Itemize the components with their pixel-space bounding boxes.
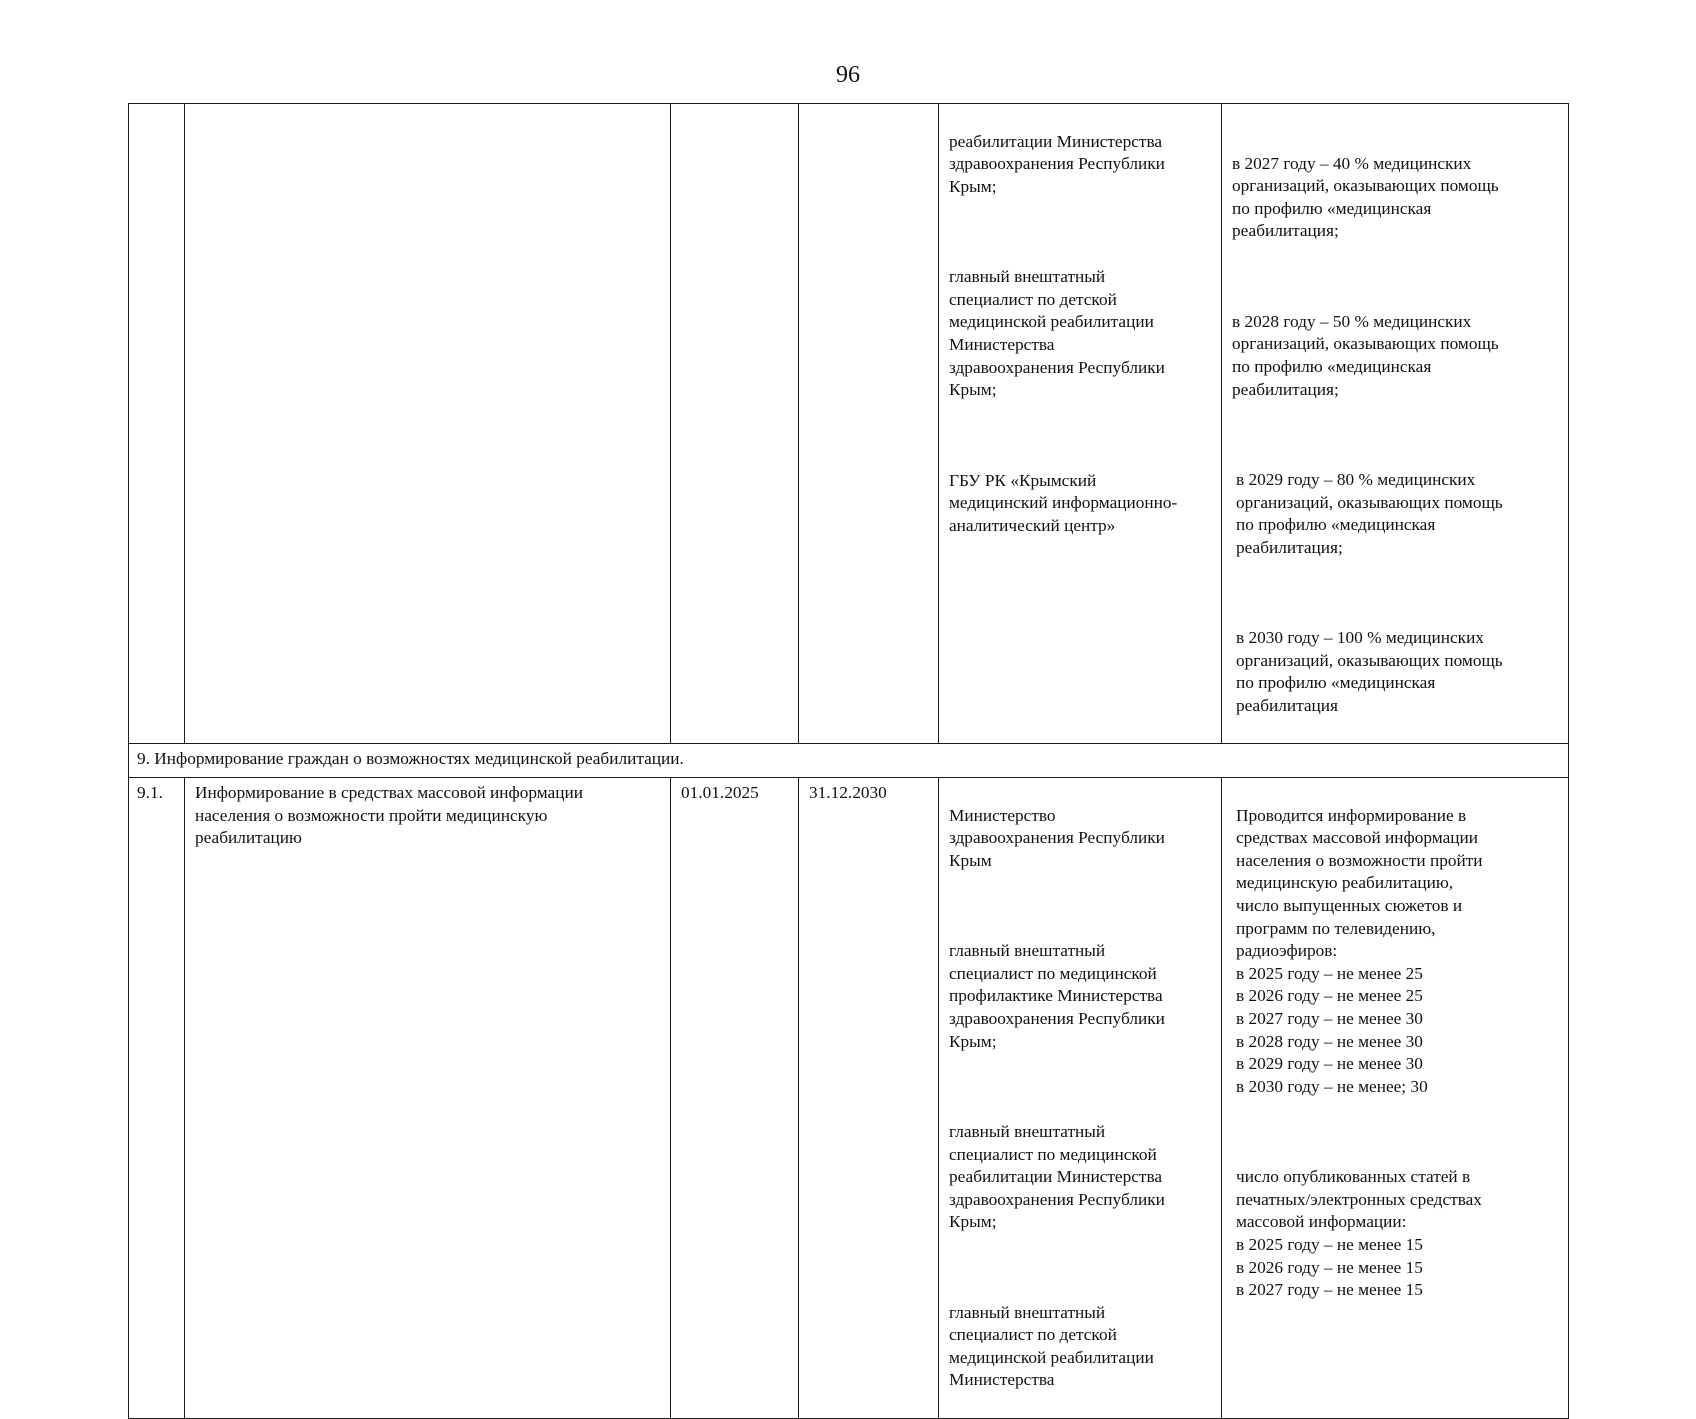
result-text: в 2029 году – 80 % медицинских организаций, оказывающих помощь по профилю «медицинская реабилитация; xyxy=(1236,469,1503,557)
page-number: 96 xyxy=(836,62,860,88)
cell-results xyxy=(1222,778,1569,1419)
cell-start-date-empty xyxy=(671,104,799,744)
cell-number-empty xyxy=(129,104,185,744)
cell-end-date-empty xyxy=(799,104,939,744)
cell-measure-empty xyxy=(185,104,671,744)
cell-responsible xyxy=(939,778,1222,1419)
result-text: Проводится информирование в средствах массовой информации населения о возможности пройти медицинскую реабилитацию, число выпущенных сюжетов и программ по телевидению, радиоэфиров: в 2025 году – не менее 25 в 2026 году – не менее 25 в 2027 году – не менее 30 в 2028 году – не менее 30 в 2029 году – не менее 30 в 2030 году – не менее; 30 xyxy=(1236,805,1483,1096)
cell-end-date: 31.12.2030 xyxy=(799,778,939,1419)
cell-start-date: 01.01.2025 xyxy=(671,778,799,1419)
section-heading: 9. Информирование граждан о возможностях медицинской реабилитации. xyxy=(129,744,1569,778)
result-text: в 2028 году – 50 % медицинских организаций, оказывающих помощь по профилю «медицинская реабилитация; xyxy=(1232,311,1499,399)
result-text: в 2030 году – 100 % медицинских организаций, оказывающих помощь по профилю «медицинская реабилитация xyxy=(1236,628,1503,715)
responsible-text: ГБУ РК «Крымский медицинский информационно- аналитический центр» xyxy=(949,470,1178,535)
table-row-section xyxy=(129,744,1569,778)
table-row-9-1 xyxy=(129,778,1569,1419)
responsible-text: главный внештатный специалист по медицинской реабилитации Министерства здравоохранения Республики Крым; xyxy=(949,1121,1165,1232)
cell-measure: Информирование в средствах массовой информации населения о возможности пройти медицинскую реабилитацию xyxy=(185,778,671,1419)
responsible-text: Министерство здравоохранения Республики Крым xyxy=(949,805,1165,870)
responsible-text: реабилитации Министерства здравоохранения Республики Крым; xyxy=(949,131,1165,196)
responsible-text: главный внештатный специалист по детской медицинской реабилитации Министерства здравоохранения Республики Крым; xyxy=(949,267,1165,400)
measures-table xyxy=(128,103,1569,1419)
responsible-text: главный внештатный специалист по медицинской профилактике Министерства здравоохранения Республики Крым; xyxy=(949,941,1165,1051)
cell-results xyxy=(1222,104,1569,744)
table-row-continuation xyxy=(129,104,1569,744)
cell-responsible xyxy=(939,104,1222,744)
result-text: число опубликованных статей в печатных/электронных средствах массовой информации: в 2025 году – не менее 15 в 2026 году – не менее 15 в 2027 году – не менее 15 xyxy=(1236,1167,1482,1300)
responsible-text: главный внештатный специалист по детской медицинской реабилитации Министерства xyxy=(949,1302,1154,1390)
result-text: в 2027 году – 40 % медицинских организаций, оказывающих помощь по профилю «медицинская реабилитация; xyxy=(1232,153,1499,241)
cell-number: 9.1. xyxy=(129,778,185,1419)
